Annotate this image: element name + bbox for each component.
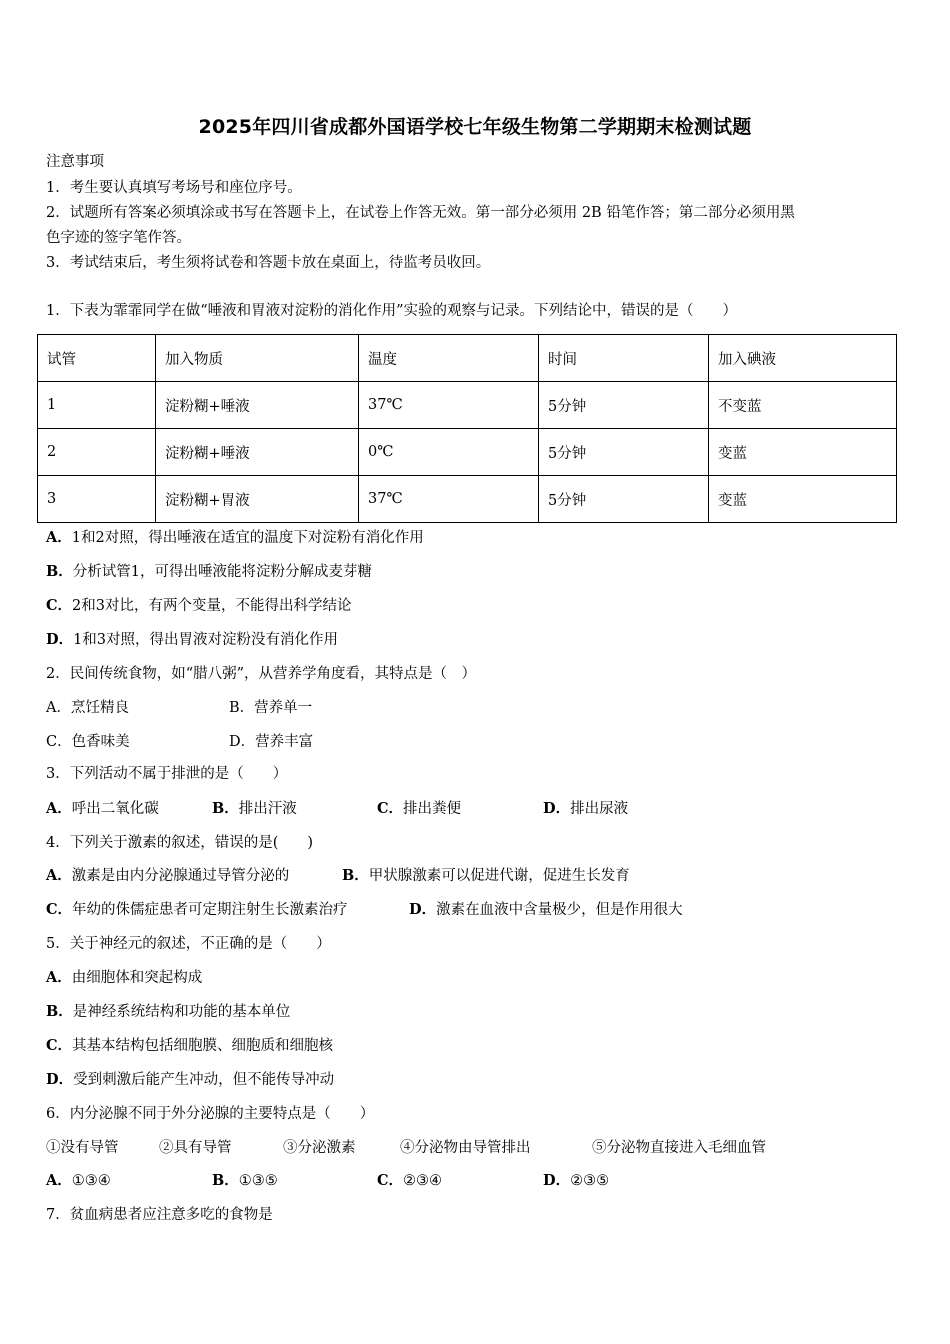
question-5-stem: 5．关于神经元的叙述，不正确的是（ ） bbox=[46, 936, 331, 952]
q5-option-a bbox=[46, 968, 202, 988]
table-cell: 37℃ bbox=[359, 476, 539, 523]
table-cell: 3 bbox=[38, 476, 156, 523]
table-header-cell: 加入物质 bbox=[156, 335, 359, 382]
q3-option-d bbox=[543, 799, 628, 819]
table-cell: 变蓝 bbox=[709, 476, 897, 523]
table-header-cell: 温度 bbox=[359, 335, 539, 382]
table-cell: 淀粉糊+唾液 bbox=[156, 429, 359, 476]
q3-option-a bbox=[46, 799, 159, 819]
table-cell: 淀粉糊+唾液 bbox=[156, 382, 359, 429]
q6-option-c bbox=[377, 1171, 442, 1191]
q4-option-a bbox=[46, 866, 289, 886]
option-letter: B． bbox=[46, 1003, 73, 1020]
option-letter: A． bbox=[46, 529, 72, 546]
option-text: ②③⑤ bbox=[570, 1173, 610, 1189]
option-letter: C． bbox=[46, 597, 73, 614]
table-cell: 37℃ bbox=[359, 382, 539, 429]
table-row bbox=[38, 429, 897, 476]
notice-heading: 注意事项 bbox=[46, 154, 104, 170]
option-text: 甲状腺激素可以促进代谢，促进生长发育 bbox=[368, 868, 630, 884]
option-letter: B． bbox=[212, 800, 239, 817]
q5-option-b bbox=[46, 1002, 290, 1022]
option-text: ②③④ bbox=[403, 1173, 443, 1189]
option-text: 排出粪便 bbox=[403, 801, 462, 817]
option-text: 年幼的侏儒症患者可定期注射生长激素治疗 bbox=[72, 902, 348, 918]
table-row bbox=[38, 382, 897, 429]
option-letter: D． bbox=[409, 901, 437, 918]
notice-item: 色字迹的签字笔作答。 bbox=[46, 230, 191, 246]
q6-item: ①没有导管 bbox=[46, 1140, 119, 1156]
option-letter: B． bbox=[342, 867, 369, 884]
q6-item: ⑤分泌物直接进入毛细血管 bbox=[592, 1140, 766, 1156]
q1-option-d bbox=[46, 630, 338, 650]
option-text: 由细胞体和突起构成 bbox=[71, 970, 203, 986]
option-letter: D． bbox=[46, 1071, 74, 1088]
q6-option-a bbox=[46, 1171, 111, 1191]
notice-item: 3．考试结束后，考生须将试卷和答题卡放在桌面上，待监考员收回。 bbox=[46, 255, 491, 271]
option-text: 排出汗液 bbox=[238, 801, 297, 817]
q6-item: ③分泌激素 bbox=[283, 1140, 356, 1156]
option-letter: D． bbox=[543, 1172, 571, 1189]
option-letter: D． bbox=[46, 631, 74, 648]
q2-option-d: D．营养丰富 bbox=[229, 734, 314, 750]
q5-option-c bbox=[46, 1036, 333, 1056]
q1-option-a bbox=[46, 528, 424, 548]
option-text: 激素在血液中含量极少，但是作用很大 bbox=[436, 902, 683, 918]
experiment-table bbox=[37, 334, 897, 523]
table-header-cell: 试管 bbox=[38, 335, 156, 382]
notice-item: 2．试题所有答案必须填涂或书写在答题卡上，在试卷上作答无效。第一部分必须用 2B 铅笔作答；第二部分必须用黑 bbox=[46, 205, 795, 221]
table-header-cell: 加入碘液 bbox=[709, 335, 897, 382]
table-cell: 不变蓝 bbox=[709, 382, 897, 429]
option-letter: B． bbox=[212, 1172, 239, 1189]
option-letter: A． bbox=[46, 969, 72, 986]
option-text: 1和2对照，得出唾液在适宜的温度下对淀粉有消化作用 bbox=[71, 530, 424, 546]
q4-option-c bbox=[46, 900, 348, 920]
table-cell: 变蓝 bbox=[709, 429, 897, 476]
q6-option-d bbox=[543, 1171, 609, 1191]
q2-option-b: B．营养单一 bbox=[229, 700, 313, 716]
option-text: 分析试管1，可得出唾液能将淀粉分解成麦芽糖 bbox=[72, 564, 372, 580]
table-header-row bbox=[38, 335, 897, 382]
q4-option-d bbox=[409, 900, 683, 920]
question-6-stem: 6．内分泌腺不同于外分泌腺的主要特点是（ ） bbox=[46, 1106, 375, 1122]
option-text: 激素是由内分泌腺通过导管分泌的 bbox=[71, 868, 290, 884]
option-letter: A． bbox=[46, 800, 72, 817]
table-cell: 2 bbox=[38, 429, 156, 476]
question-7-stem: 7．贫血病患者应注意多吃的食物是 bbox=[46, 1207, 273, 1223]
table-cell: 5分钟 bbox=[539, 429, 709, 476]
q3-option-b bbox=[212, 799, 297, 819]
q4-option-b bbox=[342, 866, 630, 886]
q5-option-d bbox=[46, 1070, 334, 1090]
table-cell: 1 bbox=[38, 382, 156, 429]
option-text: 2和3对比，有两个变量，不能得出科学结论 bbox=[72, 598, 352, 614]
question-1-stem: 1．下表为霏霏同学在做“唾液和胃液对淀粉的消化作用”实验的观察与记录。下列结论中，错误的是（ ） bbox=[46, 303, 738, 319]
q2-option-a: A．烹饪精良 bbox=[46, 700, 129, 716]
question-4-stem: 4．下列关于激素的叙述，错误的是( ) bbox=[46, 835, 314, 851]
option-letter: B． bbox=[46, 563, 73, 580]
q6-item: ④分泌物由导管排出 bbox=[400, 1140, 531, 1156]
page-title: 2025年四川省成都外国语学校七年级生物第二学期期末检测试题 bbox=[198, 116, 752, 138]
option-letter: C． bbox=[46, 901, 73, 918]
option-text: 其基本结构包括细胞膜、细胞质和细胞核 bbox=[72, 1038, 334, 1054]
option-letter: C． bbox=[46, 1037, 73, 1054]
option-text: 受到刺激后能产生冲动，但不能传导冲动 bbox=[73, 1072, 335, 1088]
q2-option-c: C．色香味美 bbox=[46, 734, 130, 750]
option-text: 是神经系统结构和功能的基本单位 bbox=[72, 1004, 291, 1020]
q3-option-c bbox=[377, 799, 461, 819]
q1-option-b bbox=[46, 562, 372, 582]
notice-item: 1．考生要认真填写考场号和座位序号。 bbox=[46, 180, 302, 196]
option-letter: C． bbox=[377, 800, 404, 817]
question-2-stem: 2．民间传统食物，如“腊八粥”，从营养学角度看，其特点是（ ） bbox=[46, 666, 477, 682]
option-text: 1和3对照，得出胃液对淀粉没有消化作用 bbox=[73, 632, 339, 648]
option-letter: A． bbox=[46, 1172, 72, 1189]
question-3-stem: 3．下列活动不属于排泄的是（ ） bbox=[46, 766, 288, 782]
option-letter: A． bbox=[46, 867, 72, 884]
q6-item: ②具有导管 bbox=[159, 1140, 232, 1156]
table-cell: 淀粉糊+胃液 bbox=[156, 476, 359, 523]
table-row bbox=[38, 476, 897, 523]
table-cell: 0℃ bbox=[359, 429, 539, 476]
option-text: 呼出二氧化碳 bbox=[71, 801, 159, 817]
q1-option-c bbox=[46, 596, 352, 616]
q6-option-b bbox=[212, 1171, 278, 1191]
option-text: ①③⑤ bbox=[238, 1173, 278, 1189]
table-cell: 5分钟 bbox=[539, 476, 709, 523]
table-header-cell: 时间 bbox=[539, 335, 709, 382]
option-text: 排出尿液 bbox=[570, 801, 629, 817]
option-letter: C． bbox=[377, 1172, 404, 1189]
option-text: ①③④ bbox=[71, 1173, 111, 1189]
option-letter: D． bbox=[543, 800, 571, 817]
table-cell: 5分钟 bbox=[539, 382, 709, 429]
